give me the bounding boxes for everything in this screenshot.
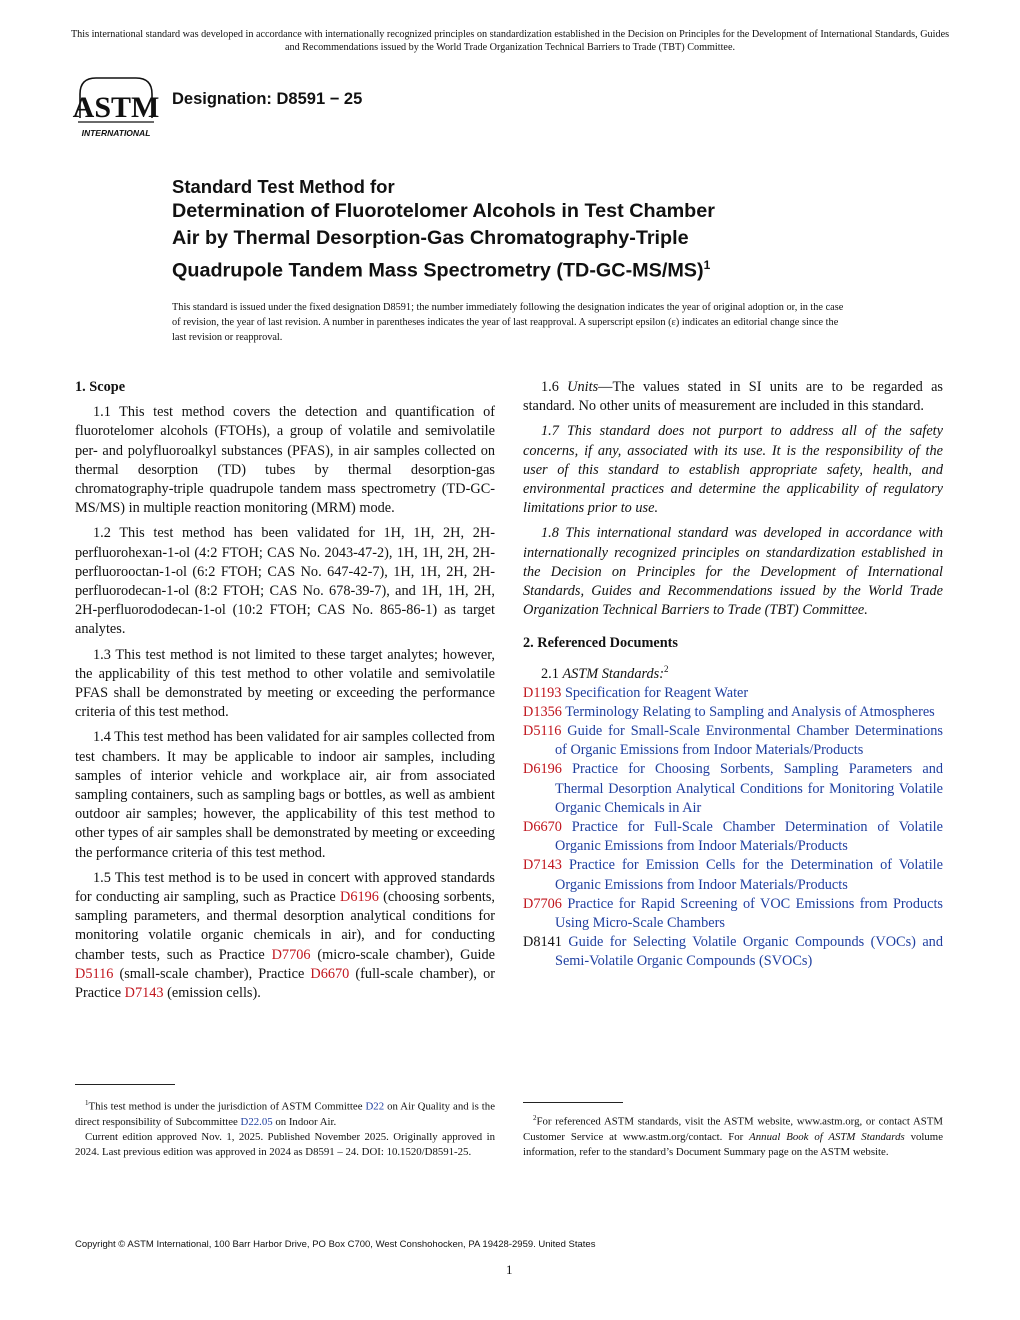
link-subcommittee-d22-05[interactable]: D22.05 — [240, 1115, 273, 1128]
reference-item — [523, 895, 943, 933]
title-line-1: Determination of Fluorotelomer Alcohols in Test Chamber — [172, 200, 715, 222]
reference-title-link[interactable]: Terminology Relating to Sampling and Analysis of Atmospheres — [565, 703, 935, 720]
footnote-rule-right — [523, 1102, 623, 1103]
footnote-1: $^1$This test method is under the jurisdiction of ASTM Committee D22 on Air Quality and is the direct responsibility of Subcommittee D22.05 on Indoor Air. Current edition approved Nov. 1, 2025. Published November 2025. Originally approved in 2024. Last previous edition was approved in 2024 as D8591 – 24. DOI: 10.1520/D8591-25. — [75, 1099, 495, 1158]
section-1-5: 1.5 This test method is to be used in concert with approved standards for conducting air sampling, such as Practice D6196 (choosing sorbents, sampling parameters, and thermal desorption analytical conditions for monitoring volatile organic chemicals in air), and for conducting chamber tests, such as Practice D7706 (micro-scale chamber), Guide D5116 (small-scale chamber), Practice D6670 (full-scale chamber), or Practice D7143 (emission cells). — [75, 869, 496, 1002]
section-1-4: 1.4 This test method has been validated for air samples collected from test chambers. It may be applicable to indoor air samples, including samples of interior vehicle and workplace air, air from associated sampling containers, such as sampling bags or bottles, as well as ambient outdoor air samples; however, the applicability of this test method to other types of air samples shall be demonstrated by meeting or exceeding the performance criteria of this test method. — [75, 729, 495, 861]
link-d6196[interactable]: D6196 — [340, 889, 379, 906]
astm-standards-label: 2.1 ASTM Standards:$^2$ — [541, 663, 669, 682]
reference-item — [523, 703, 943, 722]
reference-code-link[interactable]: D7143 — [523, 857, 562, 874]
left-column — [75, 378, 495, 1009]
reference-title-link[interactable]: Guide for Selecting Volatile Organic Compounds (VOCs) and Semi-Volatile Organic Compounds (SVOCs) — [555, 934, 943, 970]
reference-code-link[interactable]: D7706 — [523, 895, 562, 912]
copyright: Copyright © ASTM International, 100 Barr Harbor Drive, PO Box C700, West Conshohocken, PA 19428-2959. United States — [75, 1239, 596, 1250]
issued-note: This standard is issued under the fixed designation D8591; the number immediately following the designation indicates the year of original adoption or, in the case of revision, the year of last revision. A number in parentheses indicates the year of last reapproval. A superscript epsilon (ε) indicates an editorial change since the last revision or reapproval. — [172, 302, 844, 343]
footnote-2: $^2$For referenced ASTM standards, visit the ASTM website, www.astm.org, or contact ASTM Customer Service at www.astm.org/contact. For Annual Book of ASTM Standards volume information, refer to the standard’s Document Summary page on the ASTM website. — [523, 1114, 943, 1158]
section-1-2: 1.2 This test method has been validated for 1H, 1H, 2H, 2H-perfluorohexan-1-ol (4:2 FTOH; CAS No. 2043-47-2), 1H, 1H, 2H, 2H-perfluorooctan-1-ol (6:2 FTOH; CAS No. 647-42-7), 1H, 1H, 2H, 2H-perfluorodecan-1-ol (8:2 FTOH; CAS No. 678-39-7), and 1H, 1H, 2H, 2H-perfluorododecan-1-ol (10:2 FTOH; CAS No. 865-86-1) as target analytes. — [75, 525, 495, 638]
page-number: 1 — [506, 1262, 513, 1277]
designation: Designation: D8591 − 25 — [172, 90, 363, 108]
reference-item — [523, 818, 943, 856]
section-1-6: 1.6 Units—The values stated in SI units are to be regarded as standard. No other units of measurement are included in this standard. — [523, 379, 943, 415]
reference-title-link[interactable]: Practice for Full-Scale Chamber Determination of Volatile Organic Emissions from Indoor Materials/Products — [555, 819, 944, 855]
reference-title-link[interactable]: Practice for Choosing Sorbents, Sampling Parameters and Thermal Desorption Analytical Conditions for Monitoring Volatile Organic Chemicals in Air — [555, 761, 943, 816]
title-prefix: Standard Test Method for — [172, 176, 395, 197]
reference-item — [523, 933, 943, 971]
reference-code-link[interactable]: D6196 — [523, 761, 562, 778]
reference-code-link[interactable]: D6670 — [523, 819, 562, 836]
reference-title-link[interactable]: Guide for Small-Scale Environmental Chamber Determinations of Organic Emissions from Indoor Materials/Products — [555, 723, 943, 759]
reference-code-link[interactable]: D1193 — [523, 684, 562, 701]
link-d6670[interactable]: D6670 — [310, 965, 350, 982]
title-line-3: Quadrupole Tandem Mass Spectrometry $(TD-GC-MS/MS)^1$ — [172, 258, 711, 282]
document-title — [172, 176, 872, 285]
trade-notice: This international standard was developed in accordance with internationally recognized principles on standardization established in the Decision on Principles for the Development of International Standards, Guides and Recommendations issued by the World Trade Organization Technical Barriers to Trade (TBT) Committee. — [70, 29, 950, 53]
link-d5116[interactable]: D5116 — [75, 965, 114, 982]
scope-heading: 1. Scope — [75, 379, 126, 395]
reference-title-link[interactable]: Specification for Reagent Water — [564, 684, 749, 701]
reference-code-link[interactable]: D8141 — [523, 934, 562, 951]
reference-code-link[interactable]: D5116 — [523, 723, 562, 740]
right-column — [523, 378, 943, 972]
link-d7143[interactable]: D7143 — [124, 985, 164, 1002]
section-1-7: 1.7 This standard does not purport to address all of the safety concerns, if any, associated with its use. It is the responsibility of the user of this standard to establish appropriate safety, health, and environmental practices and determine the applicability of regulatory limitations prior to use. — [523, 423, 943, 517]
referenced-heading: 2. Referenced Documents — [523, 635, 678, 652]
section-1-3: 1.3 This test method is not limited to these target analytes; however, the applicability of this test method to other volatile and semivolatile PFAS shall be demonstrated by meeting or exceeding the performance criteria of this test method. — [75, 646, 495, 721]
link-d7706[interactable]: D7706 — [271, 946, 311, 963]
astm-logo — [72, 72, 160, 144]
link-committee-d22[interactable]: D22 — [365, 1100, 385, 1113]
svg-text:INTERNATIONAL: INTERNATIONAL — [81, 128, 151, 138]
footnote-rule-left — [75, 1084, 175, 1085]
reference-list — [523, 684, 943, 972]
reference-item — [523, 760, 943, 818]
reference-item — [523, 722, 943, 760]
section-1-1: 1.1 This test method covers the detection and quantification of fluorotelomer alcohols (FTOHs), a group of volatile and semivolatile per- and polyfluoroalkyl substances (PFAS), in air samples collected on thermal desorption (TD) tubes by thermal desorption-gas chromatography-triple quadrupole tandem mass spectrometry (TD-GC-MS/MS) in multiple reaction monitoring (MRM) mode. — [75, 404, 495, 517]
reference-title-link[interactable]: Practice for Emission Cells for the Determination of Volatile Organic Emissions from Indoor Materials/Products — [555, 857, 943, 893]
title-line-2: Air by Thermal Desorption-Gas Chromatography-Triple — [172, 227, 689, 249]
svg-text:ASTM: ASTM — [72, 91, 160, 124]
reference-title-link[interactable]: Practice for Rapid Screening of VOC Emissions from Products Using Micro-Scale Chambers — [555, 895, 943, 932]
reference-item — [523, 684, 943, 703]
section-1-8: 1.8 This international standard was developed in accordance with internationally recognized principles on standardization established in the Decision on Principles for the Development of International Standards, Guides and Recommendations issued by the World Trade Organization Technical Barriers to Trade (TBT) Committee. — [523, 525, 943, 619]
reference-item — [523, 856, 943, 894]
title-footnote-mark: 1 — [703, 258, 711, 272]
reference-code-link[interactable]: D1356 — [523, 703, 562, 720]
